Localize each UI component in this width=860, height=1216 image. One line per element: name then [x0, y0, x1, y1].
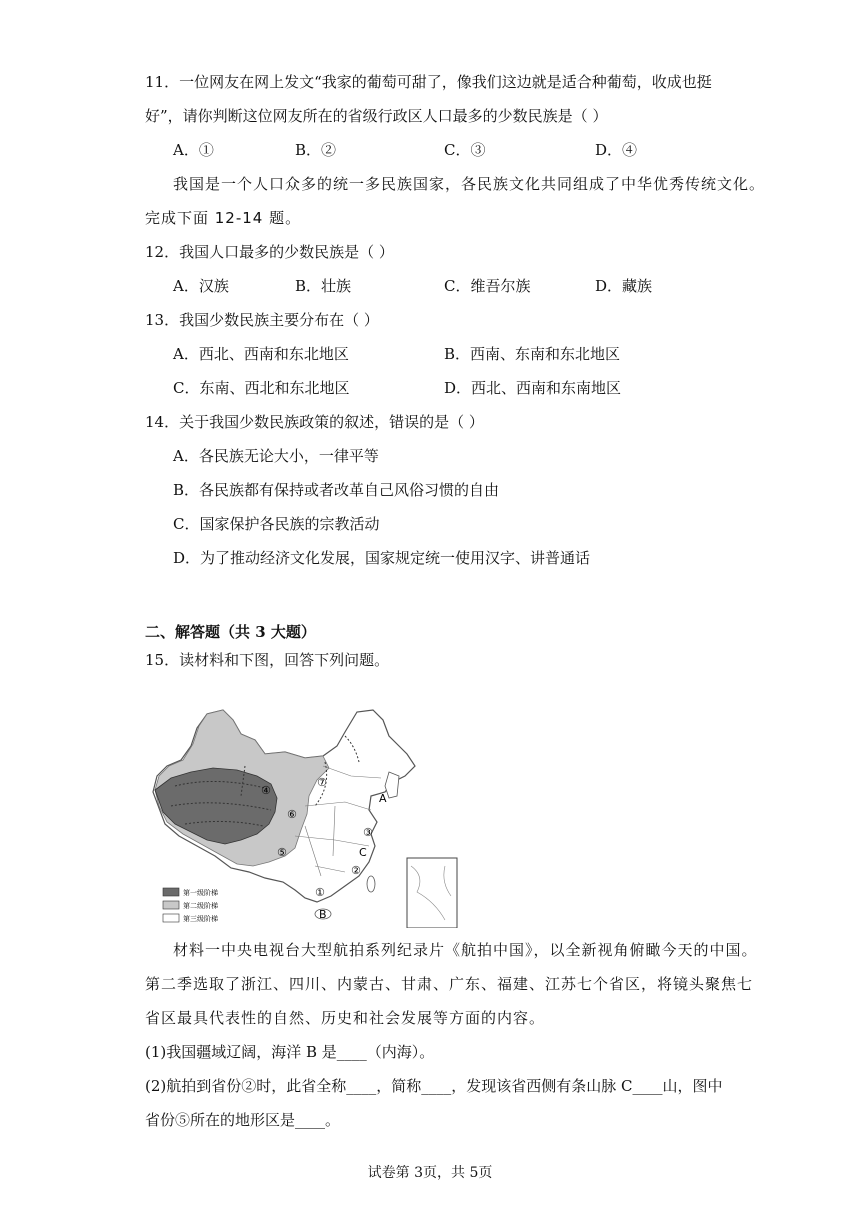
q11-option-c: C．③: [444, 141, 486, 159]
section-heading: 二、解答题（共 3 大题）: [145, 623, 316, 641]
map-label-2: ②: [351, 864, 361, 877]
q14-option-b: B．各民族都有保持或者改革自己风俗习惯的自由: [173, 481, 500, 499]
intro-line1: 我国是一个人口众多的统一多民族国家，各民族文化共同组成了中华优秀传统文化。: [173, 175, 766, 193]
map-label-1: ①: [315, 886, 325, 899]
taiwan-island: [367, 876, 375, 892]
q11-option-d: D．④: [595, 141, 638, 159]
q15-sub2-line1: (2)航拍到省份②时，此省全称____，简称____，发现该省西侧有条山脉 C____山，图中: [145, 1077, 723, 1095]
q14-option-d: D．为了推动经济文化发展，国家规定统一使用汉字、讲普通话: [173, 549, 591, 567]
map-label-c: C: [359, 846, 367, 859]
q11-stem-line1: 11．一位网友在网上发文“我家的葡萄可甜了，像我们这边就是适合种葡萄，收成也挺: [145, 73, 712, 91]
legend-swatch-step3: [163, 914, 179, 922]
material-line3: 省区最具代表性的自然、历史和社会发展等方面的内容。: [145, 1009, 546, 1027]
q12-option-c: C．维吾尔族: [444, 277, 531, 295]
map-label-b: B: [319, 908, 327, 921]
china-map-svg: [145, 706, 465, 928]
first-step-region: [155, 768, 277, 844]
q15-sub2-line2: 省份⑤所在的地形区是____。: [145, 1111, 341, 1129]
page-footer: 试卷第 3页，共 5页: [367, 1165, 493, 1181]
q15-stem: 15．读材料和下图，回答下列问题。: [145, 651, 390, 669]
material-line1: 材料一中央电视台大型航拍系列纪录片《航拍中国》，以全新视角俯瞰今天的中国。: [173, 941, 758, 959]
legend-swatch-step1: [163, 888, 179, 896]
q13-option-c: C．东南、西北和东北地区: [173, 379, 350, 397]
legend-label-step3: 第三级阶梯: [183, 915, 218, 923]
legend-label-step1: 第一级阶梯: [183, 889, 218, 897]
intro-line2: 完成下面 12-14 题。: [145, 209, 302, 227]
south-china-sea-inset: [407, 858, 457, 928]
legend-label-step2: 第二级阶梯: [183, 902, 218, 910]
material-line2: 第二季选取了浙江、四川、内蒙古、甘肃、广东、福建、江苏七个省区，将镜头聚焦七: [145, 975, 754, 993]
q13-option-a: A．西北、西南和东北地区: [173, 345, 349, 363]
q14-stem: 14．关于我国少数民族政策的叙述，错误的是（ ）: [145, 413, 484, 431]
q15-sub1: (1)我国疆域辽阔，海洋 B 是____（内海）。: [145, 1043, 435, 1061]
q14-option-c: C．国家保护各民族的宗教活动: [173, 515, 380, 533]
map-label-6: ⑥: [287, 808, 297, 821]
map-label-5: ⑤: [277, 846, 287, 859]
q11-option-b: B．②: [295, 141, 337, 159]
q11-option-a: A．①: [173, 141, 214, 159]
q14-option-a: A．各民族无论大小，一律平等: [173, 447, 379, 465]
q13-stem: 13．我国少数民族主要分布在（ ）: [145, 311, 379, 329]
q13-option-b: B．西南、东南和东北地区: [444, 345, 621, 363]
q11-stem-line2: 好”，请你判断这位网友所在的省级行政区人口最多的少数民族是（ ）: [145, 107, 608, 125]
map-label-7: ⑦: [317, 776, 327, 789]
terrain-steps-map: [145, 706, 465, 928]
map-label-4: ④: [261, 784, 271, 797]
map-label-3: ③: [363, 826, 373, 839]
q13-option-d: D．西北、西南和东南地区: [444, 379, 622, 397]
q12-option-d: D．藏族: [595, 277, 653, 295]
map-label-a: A: [379, 792, 387, 805]
legend-swatch-step2: [163, 901, 179, 909]
q12-stem: 12．我国人口最多的少数民族是（ ）: [145, 243, 394, 261]
q12-option-a: A．汉族: [173, 277, 229, 295]
q12-option-b: B．壮族: [295, 277, 352, 295]
